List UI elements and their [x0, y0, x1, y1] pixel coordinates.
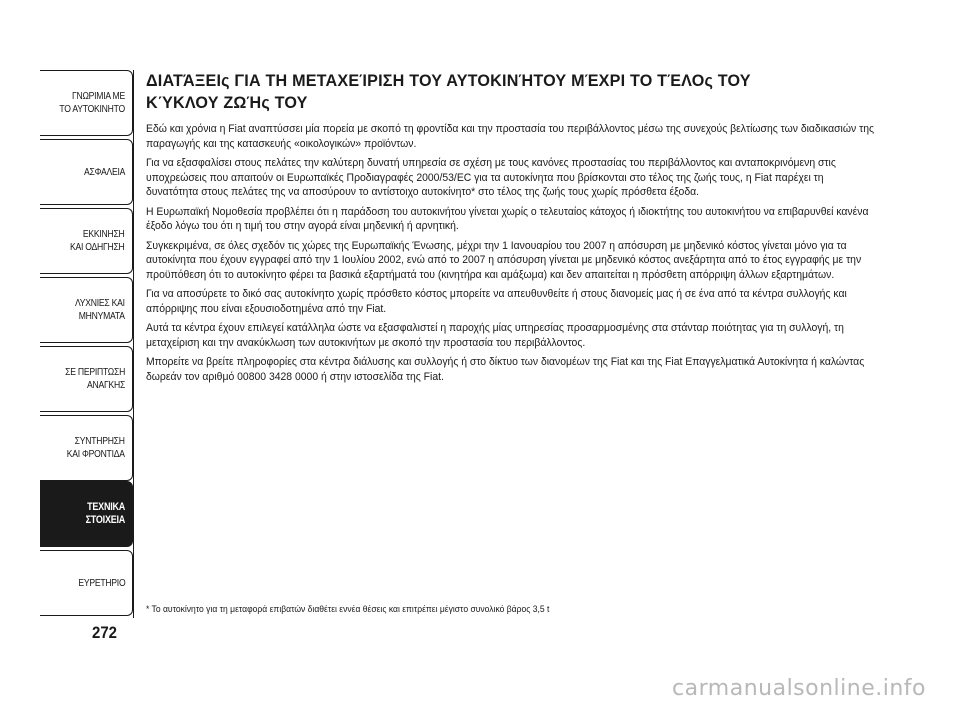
tab-starting-driving[interactable] [40, 208, 133, 274]
tab-index[interactable] [40, 550, 133, 616]
tab-emergency[interactable] [40, 346, 133, 412]
paragraph: Μπορείτε να βρείτε πληροφορίες στα κέντρα διάλυσης και συλλογής ή στο δίκτυο των διανομέων της Fiat και της Fiat Επαγγελματικά Αυτοκίνητα ή καλώντας δωρεάν τον αριθμό 00800 3428 0000 ή στην ιστοσελίδα της Fiat. [146, 356, 865, 383]
paragraph: Για να εξασφαλίσει στους πελάτες την καλύτερη δυνατή υπηρεσία σε σχέση με τους κανόνες προστασίας του περιβάλλοντος και ανταποκρινόμενη στις υποχρεώσεις που απαιτούν οι Ευρωπαϊκές Προδιαγραφές 2000/53/EC για τα αυτοκίνητα που βρίσκονται στο τέλος της ζωής τους, η Fiat παρέχει τη δυνατότητα στους πελάτες της να αποσύρουν το αντίστοιχο αυτοκίνητο* στο τέλος της ζωής τους χωρίς πρόσθετα έξοδα. [146, 157, 836, 198]
tab-getting-to-know[interactable] [40, 70, 133, 136]
page-title: ΔΙΑΤΆΞΕΙς ΓΙΑ ΤΗ ΜΕΤΑΧΕΊΡΙΣΗ ΤΟΥ ΑΥΤΟΚΙΝΉΤΟΥ ΜΈΧΡΙ ΤΟ ΤΈΛΟς ΤΟΥ ΚΎΚΛΟΥ ΖΩΉς ΤΟΥ [146, 71, 751, 112]
watermark: carmanualsonline.info [672, 676, 926, 701]
tab-label: ΣΕ ΠΕΡΙΠΤΩΣΗ ΑΝΑΓΚΗΣ [65, 366, 125, 391]
tab-technical-data[interactable] [40, 481, 133, 547]
paragraph: Για να αποσύρετε το δικό σας αυτοκίνητο χωρίς πρόσθετο κόστος μπορείτε να απευθυνθείτε ή στους διανομείς μας ή σε ένα από τα κέντρα συλλογής και απόρριψης που είναι εξουσιοδοτημένα από την Fiat. [146, 288, 847, 315]
tab-label: ΣΥΝΤΗΡΗΣΗ ΚΑΙ ΦΡΟΝΤΙΔΑ [66, 435, 125, 460]
tab-safety[interactable] [40, 139, 133, 205]
tab-label: ΛΥΧΝΙΕΣ ΚΑΙ ΜΗΝΥΜΑΤΑ [75, 297, 125, 322]
tab-label: ΕΥΡΕΤΗΡΙΟ [77, 576, 125, 589]
paragraph: Συγκεκριμένα, σε όλες σχεδόν τις χώρες της Ευρωπαϊκής Ένωσης, μέχρι την 1 Ιανουαρίου του 2007 η απόσυρση με μηδενικό κόστος γίνεται μόνο για τα αυτοκίνητα που έχουν εγγραφεί από την 1 Ιουλίου 2002, ενώ από το 2007 η απόσυρση γίνεται με μηδενικό κόστος ανεξάρτητα από το έτος εγγραφής με την προϋπόθεση ότι το αυτοκίνητο φέρει τα βασικά εξαρτήματά του (κινητήρα και αμάξωμα) και δεν απαιτείται η πρόσθετη απόρριψη άλλων εξαρτημάτων. [146, 239, 862, 281]
paragraph: Η Ευρωπαϊκή Νομοθεσία προβλέπει ότι η παράδοση του αυτοκινήτου γίνεται χωρίς ο τελευταίος κάτοχος ή ιδιοκτήτης του αυτοκινήτου να επιβαρυνθεί κανένα έξοδο λόγω του ότι η τιμή του στην αγορά είναι μηδενική ή αρνητική. [146, 205, 869, 232]
paragraph: Εδώ και χρόνια η Fiat αναπτύσσει μία πορεία με σκοπό τη φροντίδα και την προστασία του περιβάλλοντος μέσω της συνεχούς βελτίωσης των διαδικασιών της παραγωγής και της κατασκευής «οικολογικών» προϊόντων. [146, 123, 875, 150]
page-number: 272 [92, 623, 117, 642]
tab-warning-lights[interactable] [40, 277, 133, 343]
tab-label: ΤΕΧΝΙΚΑ ΣΤΟΙΧΕΙΑ [85, 501, 125, 526]
footnote: * Το αυτοκίνητο για τη μεταφορά επιβατών διαθέτει εννέα θέσεις και επιτρέπει μέγιστο συνολικό βάρος 3,5 t [146, 604, 550, 615]
sidebar-divider [133, 70, 134, 618]
main-content [146, 70, 876, 389]
paragraph: Αυτά τα κέντρα έχουν επιλεγεί κατάλληλα ώστε να εξασφαλιστεί η παροχής μίας υπηρεσίας προσαρμοσμένης στα στάνταρ ποιότητας για τη συλλογή, τη μεταχείριση και την ανακύκλωση των αυτοκινήτων με σκοπό την προστασία του περιβάλλοντος. [146, 322, 844, 349]
tab-maintenance[interactable] [40, 415, 133, 481]
tab-label: ΓΝΩΡΙΜΙΑ ΜΕ ΤΟ ΑΥΤΟΚΙΝΗΤΟ [59, 90, 125, 115]
tab-label: ΑΣΦΑΛΕΙΑ [83, 165, 125, 178]
tab-label: ΕΚΚΙΝΗΣΗ ΚΑΙ ΟΔΗΓΗΣΗ [70, 228, 125, 253]
